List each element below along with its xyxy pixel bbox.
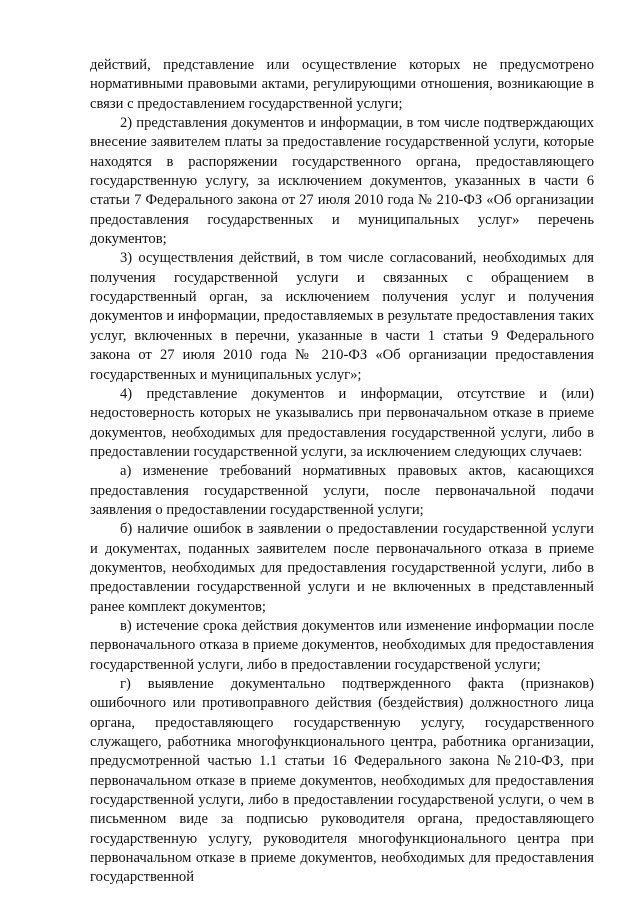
paragraph-item-3: 3) осуществления действий, в том числе согласований, необходимых для получения государственной услуги и связанных с обращением в государственный орган, за исключением получения услуг и получения документов и информации, предоставляемых в результате предоставления таких услуг, включенных в перечни, указанные в части 1 статьи 9 Федерального закона от 27 июля 2010 года № 210-ФЗ «Об организации предоставления государственных и муниципальных услуг»; — [90, 250, 594, 383]
paragraph-subitem-g: г) выявление документально подтвержденного факта (признаков) ошибочного или противоправного действия (бездействия) должностного лица органа, предоставляющего государственную услугу, государственного служащего, работника многофункционального центра, работника организации, предусмотренной частью 1.1 статьи 16 Федерального закона №210-ФЗ, при первоначальном отказе в приеме документов, необходимых для предоставления государственной услуги, либо в предоставлении государственой услуги, о чем в письменном виде за подписью руководителя органа, предоставляющего государственную услугу, руководителя многофункционального центра при первоначальном отказе в приеме документов, необходимых для предоставления государственной — [90, 676, 594, 886]
paragraph-subitem-b: б) наличие ошибок в заявлении о предоставлении государственной услуги и документах, поданных заявителем после первоначального отказа в приеме документов, необходимых для предоставления государственной услуги, либо в предоставлении государственной услуги и не включенных в представленный ранее комплект документов; — [90, 521, 594, 615]
paragraph-continuation: действий, представление или осуществление которых не предусмотрено нормативными правовыми актами, регулирующими отношения, возникающие в связи с предоставлением государственной услуги; — [90, 57, 594, 112]
paragraph-item-4: 4) представление документов и информации, отсутствие и (или) недостоверность которых не указывались при первоначальном отказе в приеме документов, необходимых для предоставления государственной услуги, либо в предоставлении государственной услуги, за исключением следующих случаев: — [90, 385, 594, 460]
document-page — [90, 56, 594, 888]
paragraph-item-2: 2) представления документов и информации, в том числе подтверждающих внесение заявителем платы за предоставление государственной услуги, которые находятся в распоряжении государственного органа, предоставляющего государственную услугу, за исключением документов, указанных в части 6 статьи 7 Федерального закона от 27 июля 2010 года № 210-ФЗ «Об организации предоставления государственных и муниципальных услуг» перечень документов; — [90, 115, 594, 248]
paragraph-subitem-a: а) изменение требований нормативных правовых актов, касающихся предоставления государственной услуги, после первоначальной подачи заявления о предоставлении государственной услуги; — [90, 463, 594, 518]
paragraph-subitem-v: в) истечение срока действия документов или изменение информации после первоначального отказа в приеме документов, необходимых для предоставления государственной услуги, либо в предоставлении государственой услуги; — [90, 617, 594, 673]
